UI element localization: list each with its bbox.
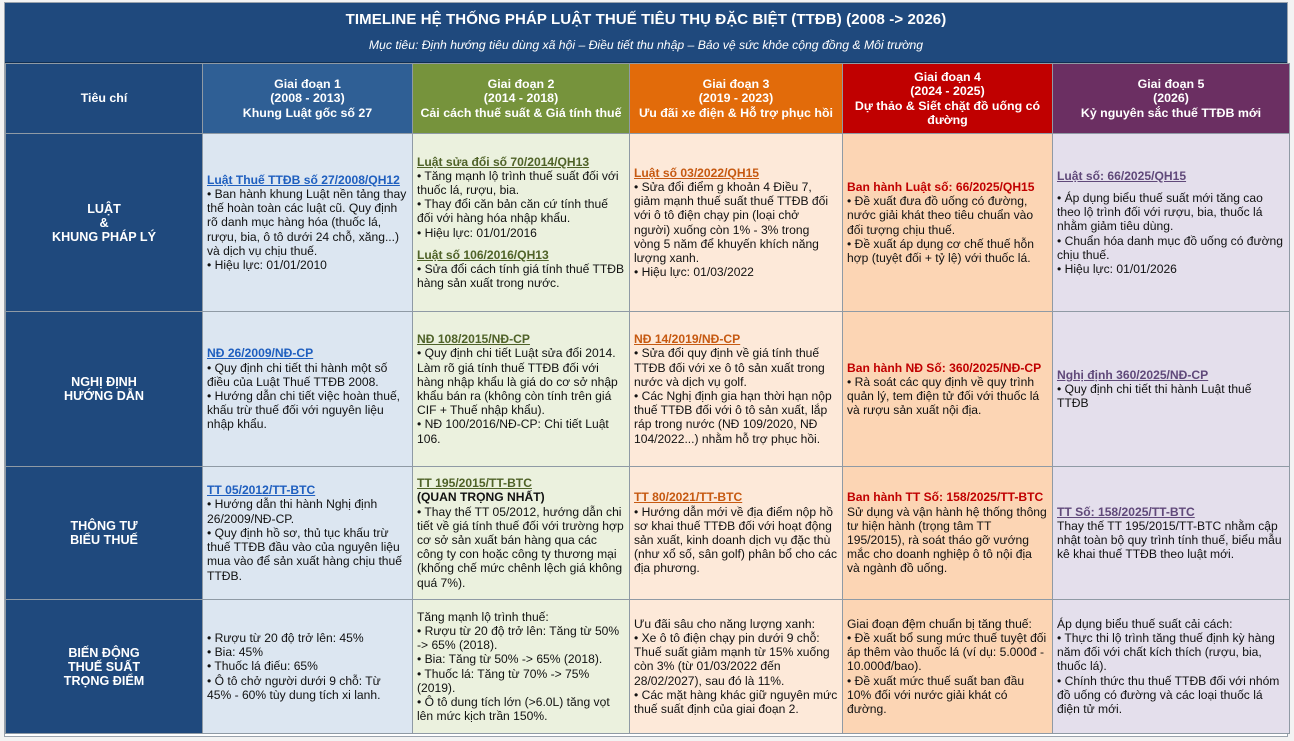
cell-line: Thay thế TT 195/2015/TT-BTC nhằm cập nhật toàn bộ quy trình tính thuế, biểu mẫu kê khai thuế TTĐB theo luật mới. <box>1057 518 1282 562</box>
row-label-line: BIỂU THUẾ <box>70 533 138 547</box>
cell-circular-period-5[interactable] <box>1053 467 1290 600</box>
cell-decree-period-2[interactable] <box>413 312 630 467</box>
header-period-3[interactable] <box>630 64 843 134</box>
cell-line: • Ô tô chở người dưới 9 chỗ: Từ 45% - 60% tùy dung tích xi lanh. <box>207 673 381 702</box>
cell-line: • Các mặt hàng khác giữ nguyên mức thuế suất định của giai đoạn 2. <box>634 687 838 716</box>
row-label-line: & <box>99 215 109 230</box>
doc-title: NĐ 14/2019/NĐ-CP <box>634 332 741 347</box>
cell-line: • Áp dụng biểu thuế suất mới tăng cao theo lộ trình đối với rượu, bia, thuốc lá nhằm giảm tiêu dùng. <box>1057 190 1263 234</box>
row-rates <box>6 600 1290 734</box>
title-banner <box>5 3 1287 63</box>
doc-title: Ban hành NĐ Số: 360/2025/NĐ-CP <box>847 360 1042 375</box>
cell-line: • Xe ô tô điện chạy pin dưới 9 chỗ: Thuế suất giảm mạnh từ 15% xuống còn 3% (từ 01/03/2022 đến 28/02/2027), sau đó là 11%. <box>634 630 830 688</box>
header-period-3-years: (2019 - 2023) <box>698 91 774 106</box>
cell-line: • Thuốc lá điếu: 65% <box>207 659 318 674</box>
cell-circular-period-3[interactable] <box>630 467 843 600</box>
spreadsheet <box>4 2 1288 737</box>
row-label-line: KHUNG PHÁP LÝ <box>51 229 157 244</box>
cell-law-period-2[interactable] <box>413 134 630 312</box>
cell-line: Áp dụng biểu thuế suất cải cách: <box>1057 616 1233 631</box>
cell-line: • Ô tô dung tích lớn (>6.0L) tăng vọt lên mức kịch trần 150%. <box>417 694 610 724</box>
cell-law-period-4[interactable] <box>843 134 1053 312</box>
cell-circular-period-2[interactable] <box>413 467 630 600</box>
cell-line: • Sửa đổi quy định về giá tính thuế TTĐB đối với xe ô tô sản xuất trong nước và dịch vụ golf. <box>634 346 825 389</box>
row-label-circular[interactable] <box>6 467 203 600</box>
cell-line: • Đề xuất mức thuế suất ban đầu 10% đối với nước giải khát có đường. <box>847 673 1025 716</box>
header-period-2[interactable] <box>413 64 630 134</box>
cell-line: • Thay thế TT 05/2012, hướng dẫn chi tiết về giá tính thuế đối với trường hợp cơ sở sản xuất bán hàng qua các công ty con hoặc công ty thương mại (khống chế mức chênh lệch giá không quá 7%). <box>417 504 624 590</box>
cell-decree-period-4[interactable] <box>843 312 1053 467</box>
doc-title: TT 80/2021/TT-BTC <box>634 490 743 505</box>
row-circular <box>6 467 1290 600</box>
cell-line: • Rà soát các quy định về quy trình quản lý, tem điện tử đối với thuốc lá và rượu sản xuất nội địa. <box>847 374 1040 418</box>
cell-line: • Các Nghị định gia hạn thời hạn nộp thuế TTĐB đối với ô tô sản xuất, lắp ráp trong nước (NĐ 109/2020, NĐ 104/2022...) nhằm hỗ trợ phục hồi. <box>634 389 832 446</box>
cell-law-period-3[interactable] <box>630 134 843 312</box>
header-period-5[interactable] <box>1053 64 1290 134</box>
cell-law-period-5[interactable] <box>1053 134 1290 312</box>
doc-title: Luật sửa đổi số 70/2014/QH13 <box>417 154 590 169</box>
header-period-1-years: (2008 - 2013) <box>270 91 345 106</box>
header-criteria[interactable]: Tiêu chí <box>6 64 203 134</box>
doc-title: Luật số 03/2022/QH15 <box>634 165 760 180</box>
row-label-law[interactable] <box>6 134 203 312</box>
row-label-line: THUẾ SUẤT <box>67 659 141 674</box>
cell-line: Sử dụng và vận hành hệ thống thông tư hiện hành (trọng tâm TT 195/2015), rà soát tháo gỡ vướng mắc cho doanh nghiệp ô tô nội địa và ngành đồ uống. <box>847 504 1047 576</box>
cell-decree-period-1[interactable] <box>203 312 413 467</box>
row-label-line: LUẬT <box>87 201 121 216</box>
cell-line: • Quy định hồ sơ, thủ tục khấu trừ thuế TTĐB đầu vào của nguyên liệu mua vào để sản xuất hàng chịu thuế TTĐB. <box>207 525 402 583</box>
doc-title: Luật số: 66/2025/QH15 <box>1057 168 1187 183</box>
doc-title: Nghị định 360/2025/NĐ-CP <box>1057 367 1209 382</box>
row-label-line: HƯỚNG DẪN <box>64 389 144 403</box>
header-period-5-name: Giai đoạn 5 <box>1137 77 1205 92</box>
cell-line: • Thực thi lộ trình tăng thuế định kỳ hàng năm đối với chất kích thích (rượu, bia, thuốc lá). <box>1057 630 1275 674</box>
cell-line: • Hướng dẫn chi tiết việc hoàn thuế, khấu trừ thuế đối với nguyên liệu nhập khẩu. <box>207 389 401 432</box>
cell-rates-period-1[interactable] <box>203 600 413 734</box>
header-row <box>6 64 1290 134</box>
header-period-3-name: Giai đoạn 3 <box>702 77 770 92</box>
doc-title: TT Số: 158/2025/TT-BTC <box>1057 504 1195 519</box>
doc-title: TT 05/2012/TT-BTC <box>207 483 316 498</box>
cell-line: • Đề xuất bổ sung mức thuế tuyệt đối áp thêm vào thuốc lá (ví dụ: 5.000đ - 10.000đ/bao). <box>847 630 1047 674</box>
header-period-1[interactable] <box>203 64 413 134</box>
importance-note: (QUAN TRỌNG NHẤT) <box>417 490 545 505</box>
header-period-5-years: (2026) <box>1153 91 1189 106</box>
cell-line: • Thuốc lá: Tăng từ 70% -> 75% (2019). <box>417 666 590 695</box>
cell-decree-period-3[interactable] <box>630 312 843 467</box>
cell-line: • Rượu từ 20 độ trở lên: 45% <box>207 630 364 645</box>
cell-law-period-1[interactable] <box>203 134 413 312</box>
cell-line: • Sửa đổi điểm g khoản 4 Điều 7, giảm mạnh thuế suất thuế TTĐB đối với ô tô điện chạy pin (loại chở người) xuống còn 1% - 3% trong vòng 5 năm để khuyến khích năng lượng xanh. <box>634 179 829 265</box>
cell-line: • Quy định chi tiết thi hành Luật thuế TTĐB <box>1057 381 1252 411</box>
cell-decree-period-5[interactable] <box>1053 312 1290 467</box>
cell-line: Ưu đãi sâu cho năng lượng xanh: <box>634 616 816 631</box>
row-law <box>6 134 1290 312</box>
row-label-line: NGHỊ ĐỊNH <box>71 375 137 389</box>
header-period-2-name: Giai đoạn 2 <box>487 77 555 92</box>
cell-rates-period-5[interactable] <box>1053 600 1290 734</box>
header-period-5-theme: Kỷ nguyên sắc thuế TTĐB mới <box>1080 105 1262 120</box>
cell-line: • Hiệu lực: 01/01/2010 <box>207 258 327 272</box>
doc-title: NĐ 108/2015/NĐ-CP <box>417 332 530 347</box>
cell-line: • Hướng dẫn thi hành Nghị định 26/2009/NĐ-CP. <box>207 497 378 526</box>
cell-circular-period-1[interactable] <box>203 467 413 600</box>
header-period-4[interactable] <box>843 64 1053 134</box>
cell-line: • Thay đổi căn bản căn cứ tính thuế đối với hàng hóa nhập khẩu. <box>417 197 608 226</box>
header-period-1-theme: Khung Luật gốc số 27 <box>242 105 373 120</box>
cell-line: • Quy định chi tiết Luật sửa đổi 2014. Làm rõ giá tính thuế TTĐB đối với hàng nhập khẩu là giá do cơ sở nhập khẩu bán ra (không còn tính trên giá CIF + Thuế nhập khẩu). <box>417 346 618 418</box>
cell-line: • Ban hành khung Luật nền tảng thay thế hoàn toàn các luật cũ. Quy định rõ danh mục hàng hóa (thuốc lá, rượu, bia, ô tô dưới 24 chỗ, xăng...) và dịch vụ chịu thuế. <box>207 186 407 258</box>
cell-line: Tăng mạnh lộ trình thuế: <box>417 609 549 624</box>
header-period-1-name: Giai đoạn 1 <box>274 77 341 92</box>
cell-line: • Bia: 45% <box>207 645 263 660</box>
cell-line: • Hướng dẫn mới về địa điểm nộp hồ sơ khai thuế TTĐB đối với hoạt động sản xuất, kinh doanh dịch vụ đặc thù (như xổ số, sân golf) phân bổ cho các địa phương. <box>634 504 838 576</box>
cell-rates-period-2[interactable] <box>413 600 630 734</box>
doc-title: Luật số 106/2016/QH13 <box>417 247 549 262</box>
cell-circular-period-4[interactable] <box>843 467 1053 600</box>
row-label-line: THÔNG TƯ <box>70 519 138 533</box>
header-period-4-years: (2024 - 2025) <box>910 84 985 99</box>
cell-line: • Hiệu lực: 01/01/2016 <box>417 225 537 240</box>
row-label-line: BIẾN ĐỘNG <box>68 645 140 660</box>
cell-line: • NĐ 100/2016/NĐ-CP: Chi tiết Luật 106. <box>417 417 609 446</box>
page-title: TIMELINE HỆ THỐNG PHÁP LUẬT THUẾ TIÊU THỤ ĐẶC BIỆT (TTĐB) (2008 -> 2026) <box>345 11 947 28</box>
page-subtitle: Mục tiêu: Định hướng tiêu dùng xã hội – Điều tiết thu nhập – Bảo vệ sức khỏe cộng đồng & Môi trường <box>368 38 924 52</box>
row-label-decree[interactable] <box>6 312 203 467</box>
doc-title: Luật Thuế TTĐB số 27/2008/QH12 <box>207 172 400 187</box>
cell-line: • Bia: Tăng từ 50% -> 65% (2018). <box>417 652 603 667</box>
doc-title: Ban hành TT Số: 158/2025/TT-BTC <box>847 490 1044 505</box>
cell-line: • Chính thức thu thuế TTĐB đối với nhóm đồ uống có đường và các loại thuốc lá điện tử mới. <box>1057 673 1280 716</box>
cell-line: Giai đoạn đệm chuẩn bị tăng thuế: <box>847 616 1032 631</box>
header-period-2-theme: Cải cách thuế suất & Giá tính thuế <box>420 105 622 120</box>
cell-line: • Sửa đổi cách tính giá tính thuế TTĐB hàng sản xuất trong nước. <box>417 262 625 291</box>
cell-line: • Quy định chi tiết thi hành một số điều của Luật Thuế TTĐB 2008. <box>207 360 388 389</box>
doc-title: TT 195/2015/TT-BTC <box>417 476 532 491</box>
row-label-rates[interactable] <box>6 600 203 734</box>
cell-rates-period-3[interactable] <box>630 600 843 734</box>
header-period-4-name: Giai đoạn 4 <box>914 69 981 84</box>
cell-line: • Hiệu lực: 01/03/2022 <box>634 265 754 280</box>
timeline-table <box>5 63 1290 734</box>
row-decree <box>6 312 1290 467</box>
cell-line: • Đề xuất đưa đồ uống có đường, nước giải khát theo tiêu chuẩn vào đối tượng chịu thuế. <box>847 194 1034 237</box>
cell-line: • Chuẩn hóa danh mục đồ uống có đường chịu thuế. <box>1057 233 1284 262</box>
row-label-line: TRỌNG ĐIỂM <box>63 673 145 688</box>
cell-line: • Đề xuất áp dụng cơ chế thuế hỗn hợp (tuyệt đối + tỷ lệ) với thuốc lá. <box>847 236 1034 265</box>
header-period-3-theme: Ưu đãi xe điện & Hỗ trợ phục hồi <box>639 105 833 120</box>
header-period-4-theme: Dự thảo & Siết chặt đồ uống có đường <box>854 98 1041 127</box>
cell-line: • Tăng mạnh lộ trình thuế suất đối với thuốc lá, rượu, bia. <box>417 168 619 197</box>
cell-line: • Rượu từ 20 độ trở lên: Tăng từ 50% -> 65% (2018). <box>417 623 620 653</box>
doc-title: Ban hành Luật số: 66/2025/QH15 <box>847 179 1035 194</box>
cell-rates-period-4[interactable] <box>843 600 1053 734</box>
cell-line: • Hiệu lực: 01/01/2026 <box>1057 262 1177 276</box>
doc-title: NĐ 26/2009/NĐ-CP <box>207 346 314 361</box>
header-period-2-years: (2014 - 2018) <box>483 91 559 106</box>
